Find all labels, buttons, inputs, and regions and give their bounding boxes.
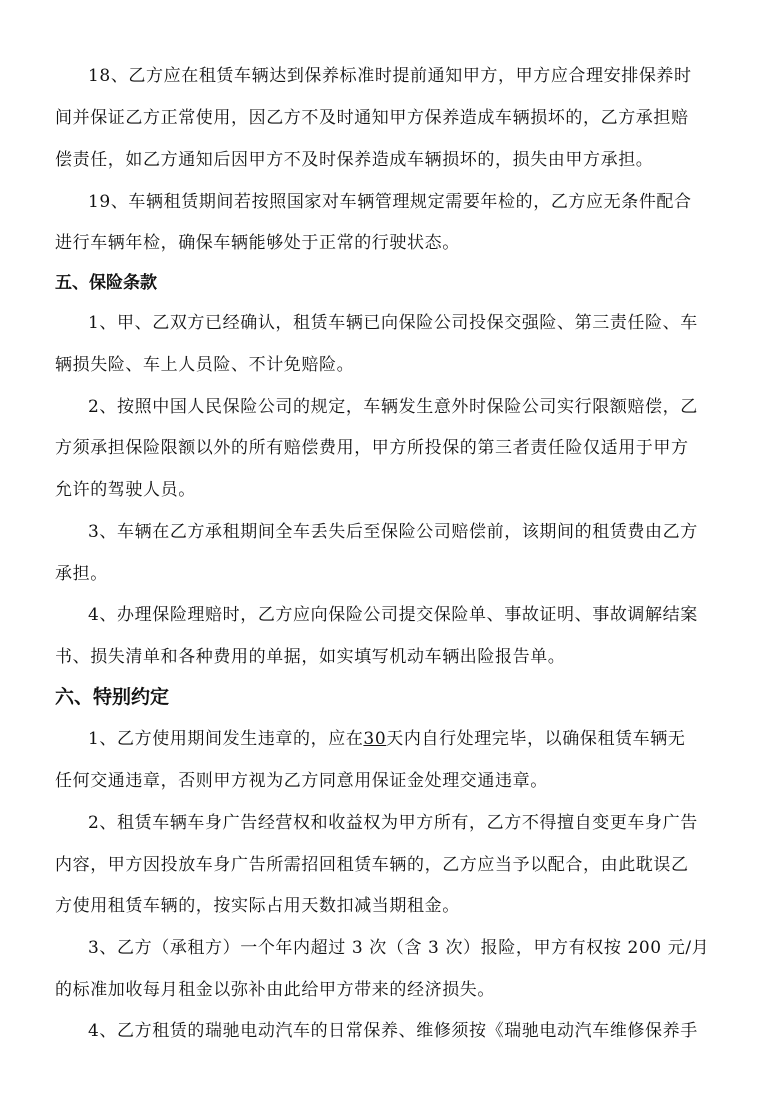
s6-clause-4-line-1: 4、乙方租赁的瑞驰电动汽车的日常保养、维修须按《瑞驰电动汽车维修保养手	[88, 1021, 698, 1041]
s5-clause-2-line-3: 允许的驾驶人员。	[55, 480, 196, 500]
clause-18-line-3: 偿责任，如乙方通知后因甲方不及时保养造成车辆损坏的，损失由甲方承担。	[55, 150, 654, 170]
s6-clause-2-line-2: 内容，甲方因投放车身广告所需招回租赁车辆的，乙方应当予以配合，由此耽误乙	[55, 855, 689, 875]
clause-19-line-2: 进行车辆年检，确保车辆能够处于正常的行驶状态。	[55, 233, 460, 253]
section-6-heading: 六、特别约定	[55, 686, 170, 708]
s6-clause-1-line-1	[88, 729, 685, 749]
s6-clause-3-line-2: 的标准加收每月租金以弥补由此给甲方带来的经济损失。	[55, 980, 495, 1000]
s6-clause-3-line-1: 3、乙方（承租方）一个年内超过 3 次（含 3 次）报险，甲方有权按 200 元/月	[88, 938, 710, 958]
s5-clause-2-line-2: 方须承担保险限额以外的所有赔偿费用，甲方所投保的第三者责任险仅适用于甲方	[55, 438, 689, 458]
section-5-heading: 五、保险条款	[55, 273, 157, 293]
clause-19-line-1: 19、车辆租赁期间若按照国家对车辆管理规定需要年检的，乙方应无条件配合	[88, 192, 692, 212]
s5-clause-1-line-1: 1、甲、乙双方已经确认，租赁车辆已向保险公司投保交强险、第三责任险、车	[88, 313, 698, 333]
s5-clause-3-line-1: 3、车辆在乙方承租期间全车丢失后至保险公司赔偿前，该期间的租赁费由乙方	[88, 522, 698, 542]
s5-clause-4-line-1: 4、办理保险理赔时，乙方应向保险公司提交保险单、事故证明、事故调解结案	[88, 605, 698, 625]
s6-clause-2-line-1: 2、租赁车辆车身广告经营权和收益权为甲方所有，乙方不得擅自变更车身广告	[88, 813, 698, 833]
s6-clause-1-line-2: 任何交通违章，否则甲方视为乙方同意用保证金处理交通违章。	[55, 771, 548, 791]
clause-18-line-1: 18、乙方应在租赁车辆达到保养标准时提前通知甲方，甲方应合理安排保养时	[88, 66, 692, 86]
s6-clause-2-line-3: 方使用租赁车辆的，按实际占用天数扣减当期租金。	[55, 896, 460, 916]
clause-18-line-2: 间并保证乙方正常使用，因乙方不及时通知甲方保养造成车辆损坏的，乙方承担赔	[55, 108, 689, 128]
violation-days-value: 30	[363, 729, 387, 749]
s5-clause-2-line-1: 2、按照中国人民保险公司的规定，车辆发生意外时保险公司实行限额赔偿，乙	[88, 397, 698, 417]
s5-clause-4-line-2: 书、损失清单和各种费用的单据，如实填写机动车辆出险报告单。	[55, 647, 566, 667]
s6-clause-1-text-a: 1、乙方使用期间发生违章的，应在	[88, 729, 364, 749]
s6-clause-1-text-c: 天内自行处理完毕，以确保租赁车辆无	[386, 729, 686, 749]
s5-clause-3-line-2: 承担。	[55, 564, 108, 584]
s5-clause-1-line-2: 辆损失险、车上人员险、不计免赔险。	[55, 355, 355, 375]
